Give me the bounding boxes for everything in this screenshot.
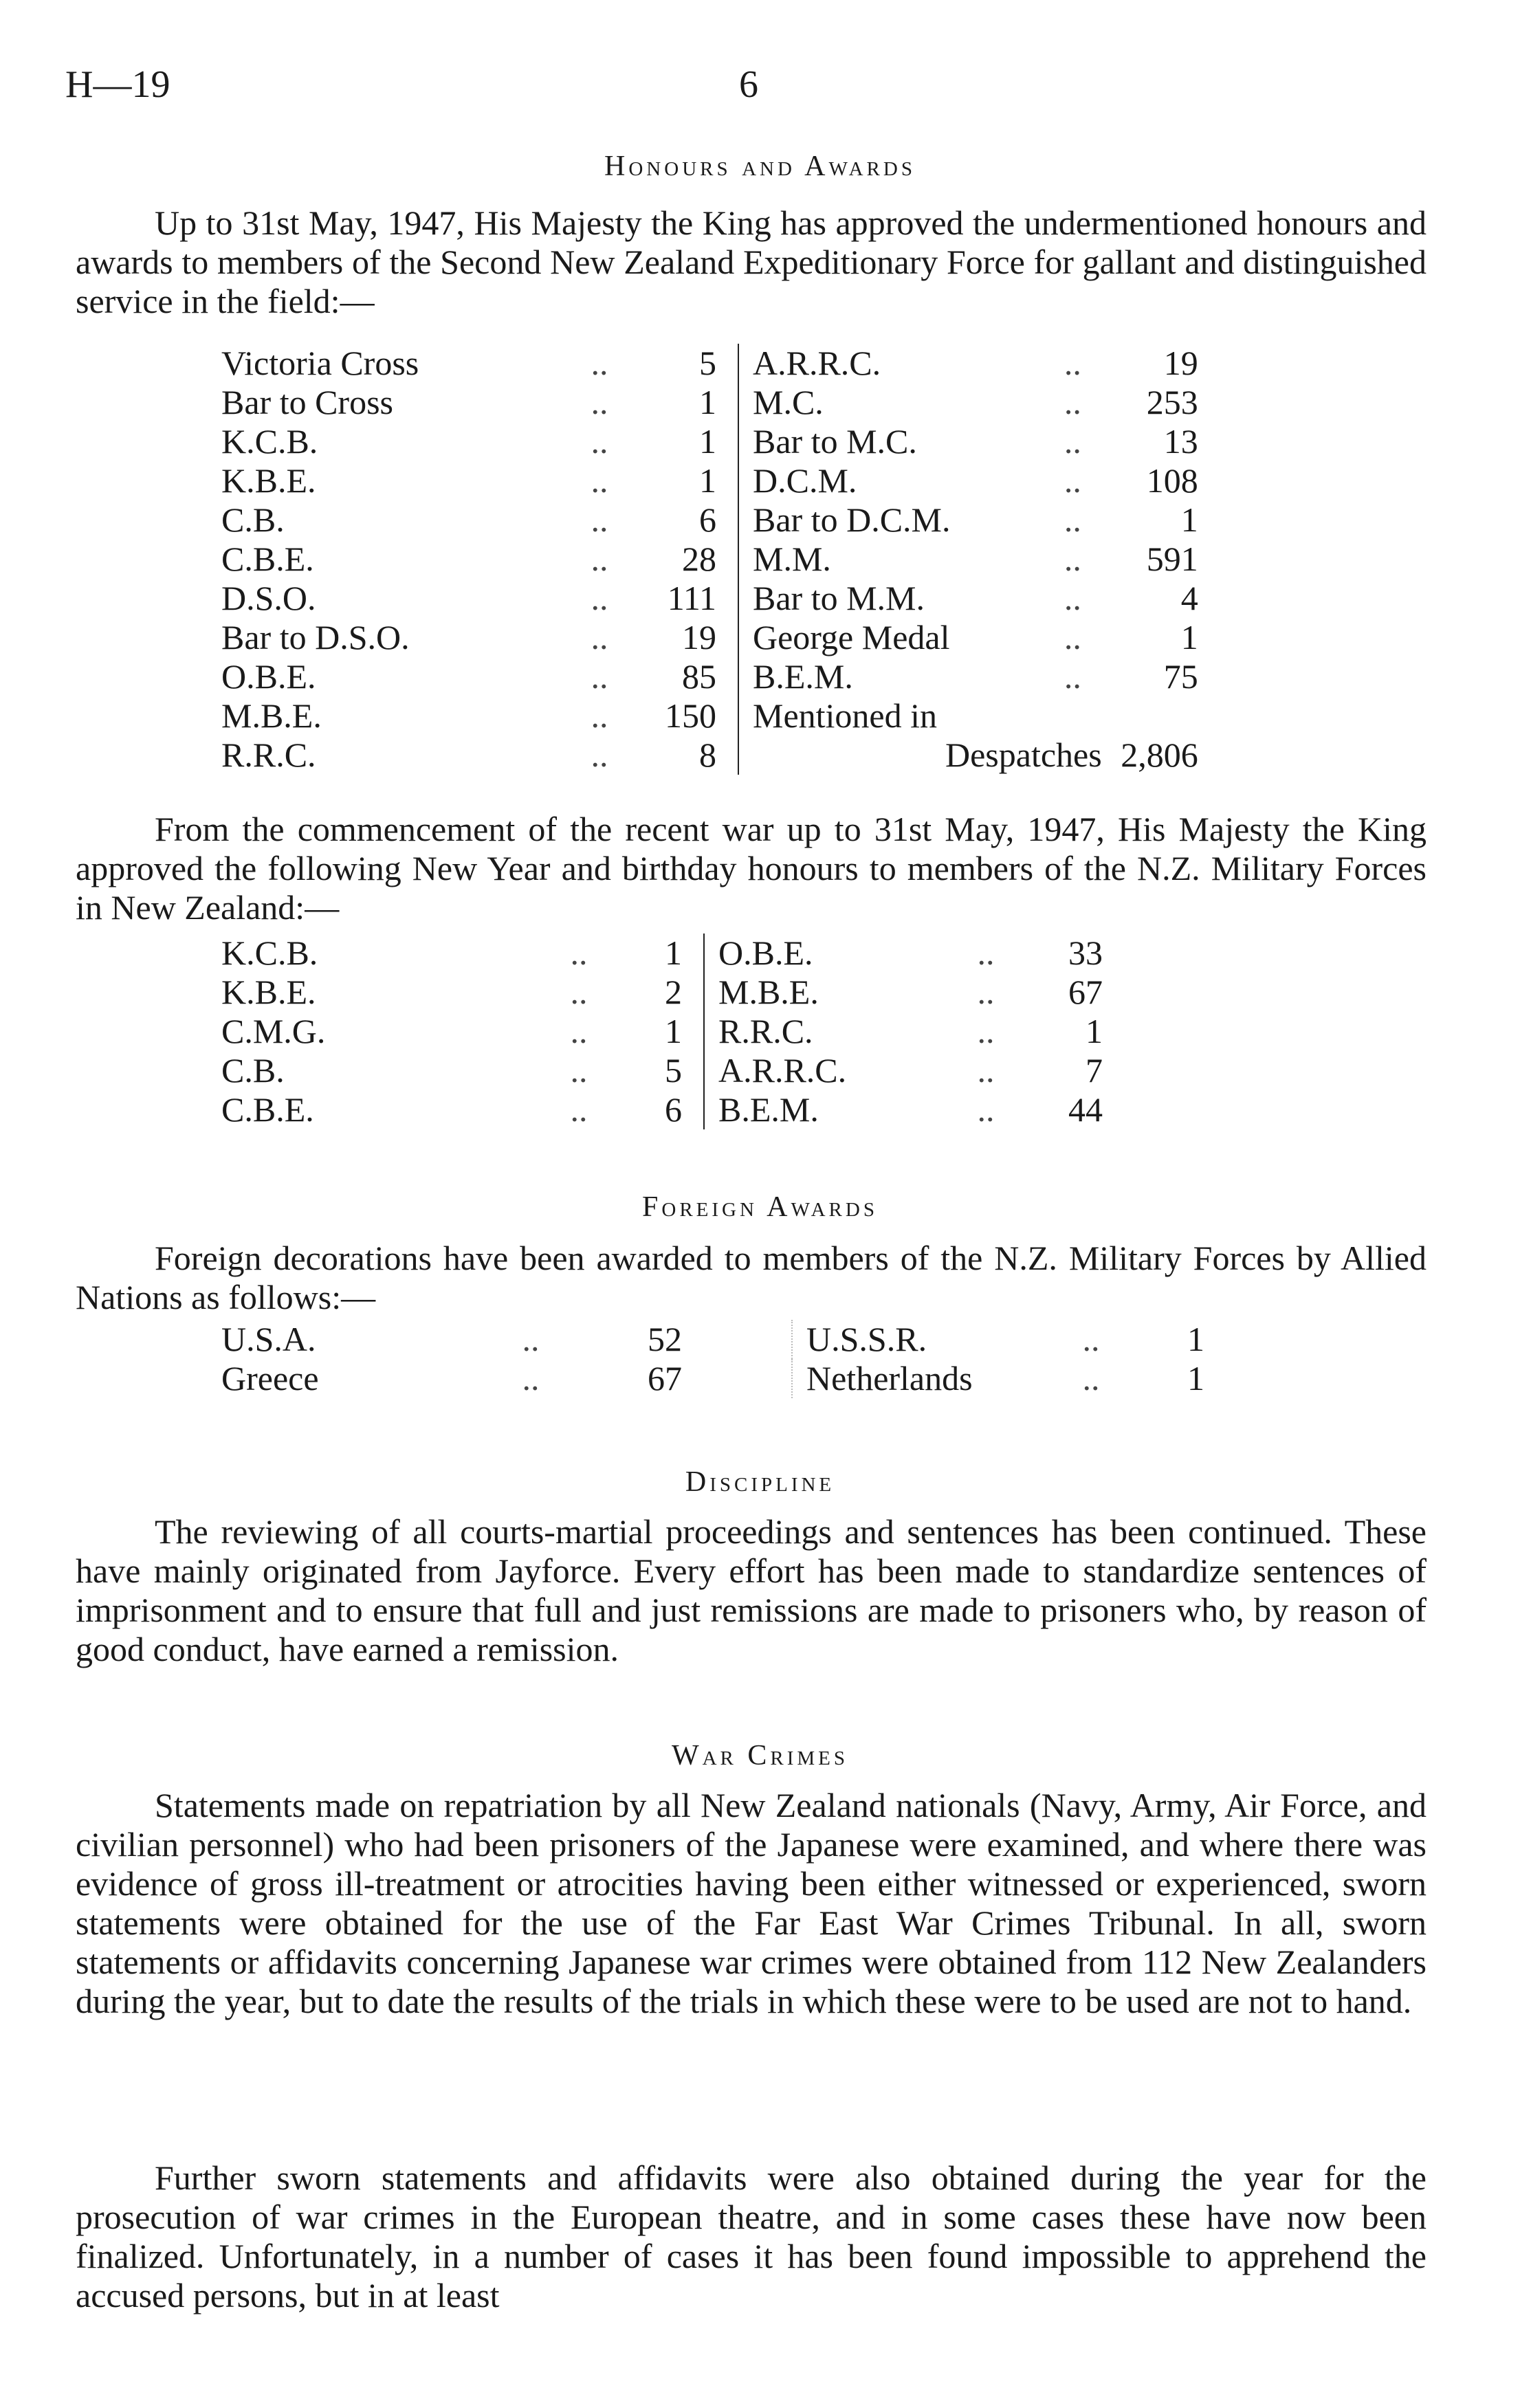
award-count: 591 bbox=[1146, 540, 1198, 578]
table-row bbox=[221, 973, 1103, 1012]
honours-intro: Up to 31st May, 1947, His Majesty the King has approved the undermentioned honours and awards to members of the Second New Zealand Expeditionary Force for gallant and distinguished service in the field:— bbox=[76, 203, 1427, 320]
dot-leader: .. bbox=[570, 1012, 588, 1050]
war-crimes-heading: War Crimes bbox=[671, 1740, 849, 1771]
dot-leader: .. bbox=[1082, 1320, 1100, 1358]
column-spacer bbox=[716, 579, 738, 618]
column-spacer bbox=[716, 344, 738, 383]
award-count: 1 bbox=[699, 383, 716, 421]
table-row bbox=[221, 383, 1198, 422]
award-label: D.C.M. bbox=[738, 461, 1044, 500]
award-count: 75 bbox=[1163, 657, 1198, 696]
award-label: B.E.M. bbox=[738, 657, 1044, 696]
award-count: 5 bbox=[699, 344, 716, 382]
column-spacer bbox=[682, 1012, 704, 1051]
despatches-label: Despatches bbox=[738, 736, 1102, 775]
award-count: 5 bbox=[665, 1051, 682, 1090]
column-spacer bbox=[682, 1051, 704, 1090]
dot-leader: .. bbox=[591, 579, 608, 617]
award-label: M.C. bbox=[738, 383, 1044, 422]
table-row bbox=[221, 540, 1198, 579]
award-label: R.R.C. bbox=[704, 1012, 917, 1051]
award-label: K.C.B. bbox=[221, 422, 318, 461]
award-label: M.M. bbox=[738, 540, 1044, 579]
award-label: C.B.E. bbox=[221, 1090, 314, 1129]
despatches-count: 2,806 bbox=[1121, 736, 1198, 774]
column-spacer bbox=[716, 657, 738, 696]
award-count: 6 bbox=[699, 500, 716, 539]
award-count: 33 bbox=[1068, 934, 1103, 972]
award-label: K.C.B. bbox=[221, 934, 318, 972]
dot-leader: .. bbox=[977, 973, 995, 1011]
award-count: 28 bbox=[682, 540, 716, 578]
award-label: U.S.A. bbox=[221, 1320, 316, 1358]
table-row bbox=[221, 736, 1198, 775]
table-row bbox=[221, 618, 1198, 657]
honours-heading: Honours and Awards bbox=[604, 151, 916, 182]
table-row bbox=[221, 1051, 1103, 1090]
dot-leader: .. bbox=[591, 344, 608, 382]
award-count: 111 bbox=[667, 579, 716, 617]
birthday-table bbox=[221, 934, 1103, 1129]
award-count: 67 bbox=[648, 1359, 682, 1398]
foreign-intro: Foreign decorations have been awarded to members of the N.Z. Military Forces by Allied Nations as follows:— bbox=[76, 1239, 1427, 1316]
column-spacer bbox=[716, 461, 738, 500]
mentioned-label: Mentioned in bbox=[738, 696, 1198, 736]
table-row bbox=[221, 1090, 1103, 1129]
dot-leader: .. bbox=[1064, 383, 1081, 421]
table-row bbox=[221, 1012, 1103, 1051]
dot-leader: .. bbox=[570, 973, 588, 1011]
award-count: 1 bbox=[699, 461, 716, 500]
column-spacer bbox=[682, 973, 704, 1012]
award-label: C.M.G. bbox=[221, 1012, 326, 1050]
award-count: 1 bbox=[1180, 618, 1198, 656]
dot-leader: .. bbox=[977, 1090, 995, 1129]
dot-leader: .. bbox=[591, 736, 608, 774]
dot-leader: .. bbox=[591, 383, 608, 421]
award-label: Victoria Cross bbox=[221, 344, 419, 382]
dot-leader: .. bbox=[977, 934, 995, 972]
dot-leader: .. bbox=[1064, 618, 1081, 656]
dot-leader: .. bbox=[1082, 1359, 1100, 1398]
award-count: 13 bbox=[1163, 422, 1198, 461]
dot-leader: .. bbox=[522, 1320, 540, 1358]
dot-leader: .. bbox=[522, 1359, 540, 1398]
column-spacer bbox=[716, 422, 738, 461]
table-row bbox=[221, 1359, 1204, 1398]
column-spacer bbox=[682, 1359, 792, 1398]
award-label: Greece bbox=[221, 1359, 319, 1398]
award-count: 150 bbox=[665, 696, 716, 735]
column-spacer bbox=[682, 1320, 792, 1359]
dot-leader: .. bbox=[1064, 500, 1081, 539]
award-label: George Medal bbox=[738, 618, 1044, 657]
award-count: 1 bbox=[665, 934, 682, 972]
award-label: Bar to M.C. bbox=[738, 422, 1044, 461]
table-row bbox=[221, 344, 1198, 383]
dot-leader: .. bbox=[570, 934, 588, 972]
dot-leader: .. bbox=[977, 1051, 995, 1090]
award-count: 6 bbox=[665, 1090, 682, 1129]
column-spacer bbox=[716, 736, 738, 775]
award-label: O.B.E. bbox=[704, 934, 917, 973]
award-label: A.R.R.C. bbox=[704, 1051, 917, 1090]
award-count: 67 bbox=[1068, 973, 1103, 1011]
award-count: 7 bbox=[1086, 1051, 1103, 1090]
document-reference: H—19 bbox=[65, 63, 170, 106]
table-row bbox=[221, 934, 1103, 973]
award-count: 8 bbox=[699, 736, 716, 774]
award-count: 1 bbox=[1180, 500, 1198, 539]
award-count: 1 bbox=[665, 1012, 682, 1050]
dot-leader: .. bbox=[570, 1090, 588, 1129]
award-label: Netherlands bbox=[792, 1359, 1053, 1398]
award-label: C.B. bbox=[221, 1051, 285, 1090]
war-crimes-para-1: Statements made on repatriation by all New Zealand nationals (Navy, Army, Air Force, and civilian personnel) who had been prisoners of the Japanese were examined, and where there was evidence of gross ill-treatment or atrocities having been either witnessed or experienced, sworn statements were obtained for the use of the Far East War Crimes Tribunal. In all, sworn statements or affidavits concerning Japanese war crimes were obtained from 112 New Zealanders during the year, but to date the results of the trials in which these were to be used are not to hand. bbox=[76, 1786, 1427, 2020]
dot-leader: .. bbox=[1064, 461, 1081, 500]
column-spacer bbox=[682, 1090, 704, 1129]
award-label: Bar to Cross bbox=[221, 383, 393, 421]
award-label: K.B.E. bbox=[221, 973, 316, 1011]
dot-leader: .. bbox=[1064, 422, 1081, 461]
dot-leader: .. bbox=[570, 1051, 588, 1090]
award-count: 85 bbox=[682, 657, 716, 696]
award-count: 44 bbox=[1068, 1090, 1103, 1129]
dot-leader: .. bbox=[591, 540, 608, 578]
award-label: C.B. bbox=[221, 500, 285, 539]
column-spacer bbox=[716, 500, 738, 540]
award-label: R.R.C. bbox=[221, 736, 316, 774]
award-label: B.E.M. bbox=[704, 1090, 917, 1129]
column-spacer bbox=[682, 934, 704, 973]
award-label: Bar to D.C.M. bbox=[738, 500, 1044, 540]
column-spacer bbox=[716, 618, 738, 657]
table-row bbox=[221, 696, 1198, 736]
award-count: 1 bbox=[1187, 1320, 1204, 1358]
award-count: 1 bbox=[1187, 1359, 1204, 1398]
award-label: A.R.R.C. bbox=[738, 344, 1044, 383]
dot-leader: .. bbox=[1064, 657, 1081, 696]
award-count: 1 bbox=[1086, 1012, 1103, 1050]
war-crimes-para-2: Further sworn statements and affidavits were also obtained during the year for the prosecution of war crimes in the European theatre, and in some cases these have now been finalized. Unfortunately, in a number of cases it has been found impossible to apprehend the accused persons, but in at least bbox=[76, 2158, 1427, 2315]
award-count: 52 bbox=[648, 1320, 682, 1358]
award-count: 19 bbox=[1163, 344, 1198, 382]
dot-leader: .. bbox=[591, 657, 608, 696]
foreign-heading: Foreign Awards bbox=[642, 1191, 878, 1223]
award-count: 4 bbox=[1180, 579, 1198, 617]
table-row bbox=[221, 579, 1198, 618]
table-row bbox=[221, 422, 1198, 461]
dot-leader: .. bbox=[591, 422, 608, 461]
award-label: O.B.E. bbox=[221, 657, 316, 696]
honours-table bbox=[221, 344, 1198, 775]
award-label: Bar to M.M. bbox=[738, 579, 1044, 618]
page-number: 6 bbox=[739, 63, 758, 106]
table-row bbox=[221, 461, 1198, 500]
discipline-heading: Discipline bbox=[685, 1466, 835, 1498]
award-count: 2 bbox=[665, 973, 682, 1011]
table-row bbox=[221, 500, 1198, 540]
award-count: 253 bbox=[1146, 383, 1198, 421]
award-count: 19 bbox=[682, 618, 716, 656]
dot-leader: .. bbox=[591, 500, 608, 539]
award-label: K.B.E. bbox=[221, 461, 316, 500]
column-spacer bbox=[716, 540, 738, 579]
award-label: U.S.S.R. bbox=[792, 1320, 1053, 1359]
birthday-intro: From the commencement of the recent war up to 31st May, 1947, His Majesty the King approved the following New Year and birthday honours to members of the N.Z. Military Forces in New Zealand:— bbox=[76, 810, 1427, 927]
column-spacer bbox=[716, 696, 738, 736]
award-label: M.B.E. bbox=[704, 973, 917, 1012]
dot-leader: .. bbox=[1064, 579, 1081, 617]
dot-leader: .. bbox=[977, 1012, 995, 1050]
award-label: D.S.O. bbox=[221, 579, 316, 617]
dot-leader: .. bbox=[1064, 344, 1081, 382]
discipline-text: The reviewing of all courts-martial proceedings and sentences has been continued. These have mainly originated from Jayforce. Every effort has been made to standardize sentences of imprisonment and to ensure that full and just remissions are made to prisoners who, by reason of good conduct, have earned a remission. bbox=[76, 1512, 1427, 1668]
foreign-table bbox=[221, 1320, 1204, 1398]
dot-leader: .. bbox=[591, 461, 608, 500]
award-count: 1 bbox=[699, 422, 716, 461]
award-label: Bar to D.S.O. bbox=[221, 618, 410, 656]
dot-leader: .. bbox=[591, 696, 608, 735]
table-row bbox=[221, 1320, 1204, 1359]
dot-leader: .. bbox=[1064, 540, 1081, 578]
dot-leader: .. bbox=[591, 618, 608, 656]
column-spacer bbox=[716, 383, 738, 422]
award-label: M.B.E. bbox=[221, 696, 322, 735]
award-count: 108 bbox=[1146, 461, 1198, 500]
award-label: C.B.E. bbox=[221, 540, 314, 578]
table-row bbox=[221, 657, 1198, 696]
